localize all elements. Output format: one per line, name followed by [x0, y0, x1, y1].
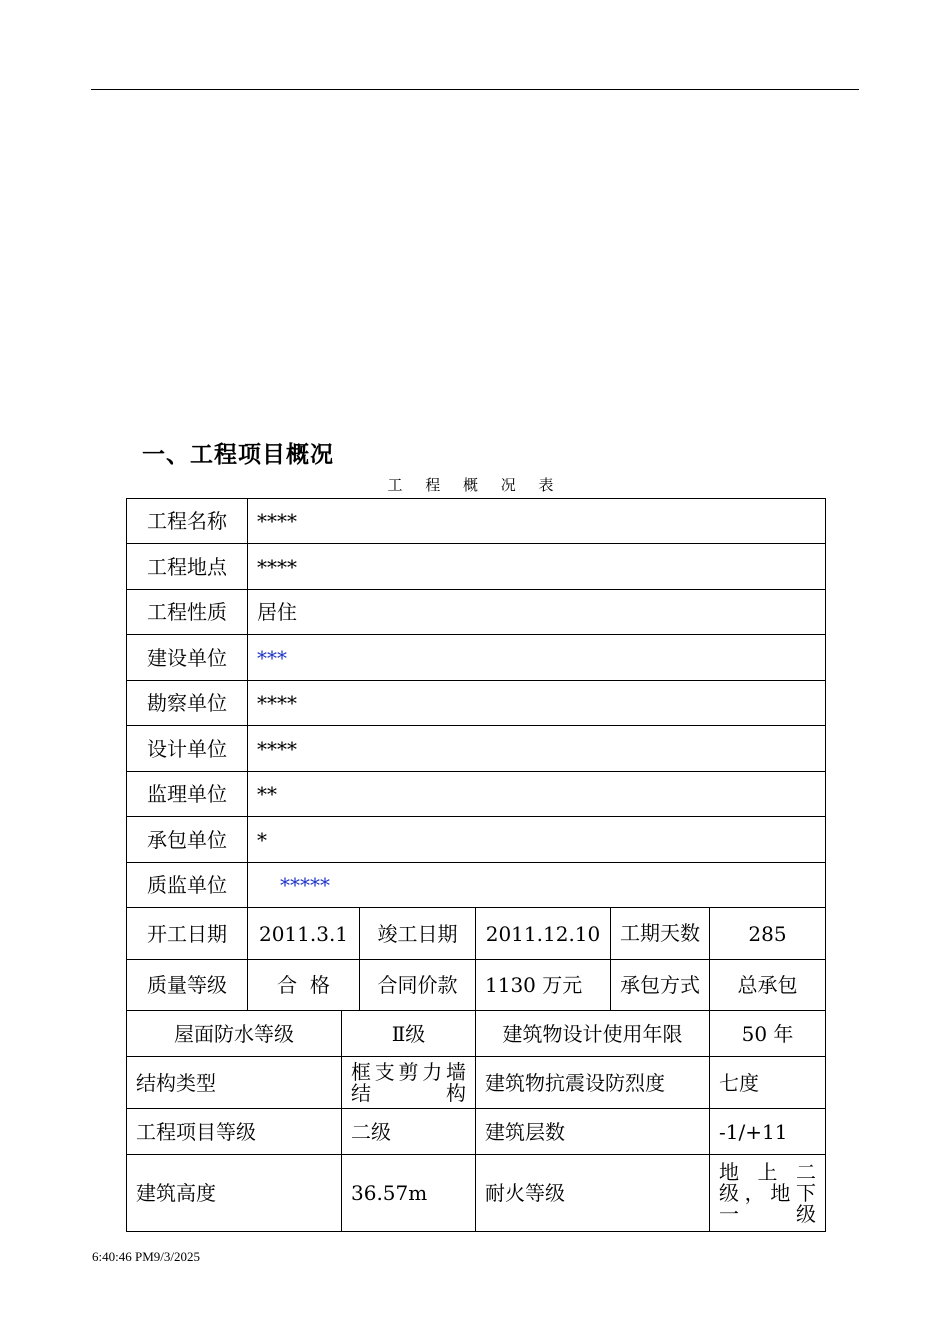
- table-row: [127, 544, 826, 590]
- project-overview-table: [126, 498, 826, 1232]
- contract-mode-label: 承包方式: [611, 960, 710, 1011]
- floor-count-label: 建筑层数: [476, 1109, 710, 1155]
- table-row: [127, 1155, 826, 1232]
- table-row: [127, 681, 826, 726]
- contract-price-value: 1130 万元: [476, 960, 611, 1011]
- roof-waterproof-label: 屋面防水等级: [127, 1011, 342, 1057]
- contractor-value: *: [248, 817, 826, 863]
- quality-grade-value: 合 格: [248, 960, 360, 1011]
- table-row: [127, 863, 826, 908]
- duration-days-value: 285: [710, 908, 826, 960]
- floor-count-value: -1/+11: [710, 1109, 826, 1155]
- table-row: [127, 1057, 826, 1109]
- seismic-intensity-value: 七度: [710, 1057, 826, 1109]
- table-caption: 工 程 概 况 表: [387, 476, 563, 494]
- table-row: [127, 726, 826, 772]
- project-level-value: 二级: [342, 1109, 476, 1155]
- table-row: [127, 1109, 826, 1155]
- project-name-value: ****: [248, 499, 826, 544]
- table-row: [127, 499, 826, 544]
- start-date-label: 开工日期: [127, 908, 248, 960]
- header-rule: [91, 89, 859, 90]
- developer-value: ***: [248, 635, 826, 681]
- table-row: [127, 590, 826, 635]
- project-level-label: 工程项目等级: [127, 1109, 342, 1155]
- duration-days-label: 工期天数: [611, 908, 710, 960]
- survey-unit-label: 勘察单位: [127, 681, 248, 726]
- print-timestamp: 6:40:46 PM9/3/2025: [92, 1249, 200, 1264]
- project-location-value: ****: [248, 544, 826, 590]
- project-nature-value: 居住: [248, 590, 826, 635]
- supervision-unit-label: 监理单位: [127, 772, 248, 817]
- quality-supervision-value: *****: [248, 863, 826, 908]
- design-life-label: 建筑物设计使用年限: [476, 1011, 710, 1057]
- design-unit-value: ****: [248, 726, 826, 772]
- building-height-value: 36.57m: [342, 1155, 476, 1232]
- survey-unit-value: ****: [248, 681, 826, 726]
- structure-type-label: 结构类型: [127, 1057, 342, 1109]
- design-unit-label: 设计单位: [127, 726, 248, 772]
- contractor-label: 承包单位: [127, 817, 248, 863]
- contract-price-label: 合同价款: [360, 960, 476, 1011]
- quality-grade-label: 质量等级: [127, 960, 248, 1011]
- table-row: [127, 772, 826, 817]
- quality-supervision-label: 质监单位: [127, 863, 248, 908]
- project-name-label: 工程名称: [127, 499, 248, 544]
- developer-label: 建设单位: [127, 635, 248, 681]
- end-date-label: 竣工日期: [360, 908, 476, 960]
- start-date-value: 2011.3.1: [248, 908, 360, 960]
- project-nature-label: 工程性质: [127, 590, 248, 635]
- table-row: [127, 817, 826, 863]
- seismic-intensity-label: 建筑物抗震设防烈度: [476, 1057, 710, 1109]
- section-title: 一、工程项目概况: [142, 442, 334, 468]
- table-row: [127, 960, 826, 1011]
- end-date-value: 2011.12.10: [476, 908, 611, 960]
- design-life-value: 50 年: [710, 1011, 826, 1057]
- contract-mode-value: 总承包: [710, 960, 826, 1011]
- fire-rating-label: 耐火等级: [476, 1155, 710, 1232]
- fire-rating-value: 地上二级，地下一级: [710, 1155, 826, 1232]
- structure-type-value: 框支剪力墙结构: [342, 1057, 476, 1109]
- building-height-label: 建筑高度: [127, 1155, 342, 1232]
- table-row: [127, 1011, 826, 1057]
- roof-waterproof-value: Ⅱ级: [342, 1011, 476, 1057]
- table-row: [127, 635, 826, 681]
- supervision-unit-value: **: [248, 772, 826, 817]
- project-location-label: 工程地点: [127, 544, 248, 590]
- table-row: [127, 908, 826, 960]
